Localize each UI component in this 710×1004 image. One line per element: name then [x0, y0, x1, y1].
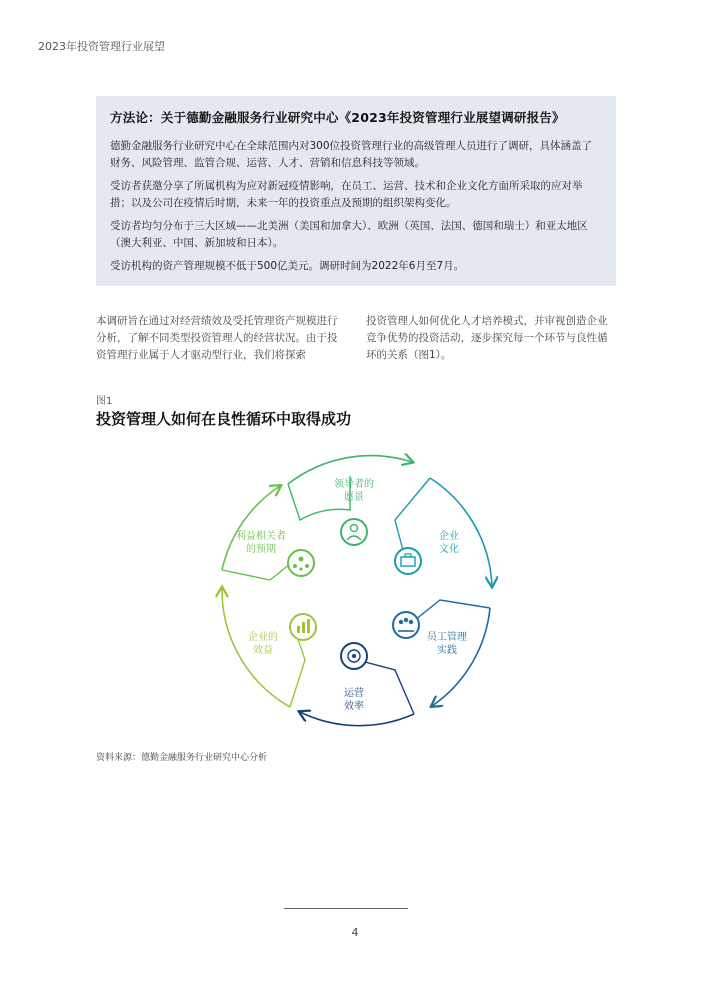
- virtuous-cycle-diagram: [200, 450, 510, 740]
- footer-divider: [284, 908, 408, 909]
- gear-cycle-icon: [341, 643, 367, 669]
- cycle-arc-people: [432, 608, 490, 706]
- segment-label-enterprise-benefits: 企业的 效益: [248, 632, 278, 656]
- methodology-paragraph: 德勤金融服务行业研究中心在全球范围内对300位投资管理行业的高级管理人员进行了调研，具体涵盖了财务、风险管理、监管合规、运营、人才、营销和信息科技等领域。: [110, 140, 593, 169]
- cycle-arc-stakeholders: [222, 486, 280, 570]
- methodology-paragraph: 受访者获邀分享了所属机构为应对新冠疫情影响，在员工、运营、技术和企业文化方面所采取的应对举措；以及公司在疫情后时期，未来一年的投资重点及预期的组织架构变化。: [110, 180, 583, 209]
- methodology-paragraph: 受访者均匀分布于三大区域——北美洲（美国和加拿大）、欧洲（英国、法国、德国和瑞士）和亚太地区（澳大利亚、中国、新加坡和日本）。: [110, 220, 588, 249]
- methodology-box: [96, 96, 616, 286]
- methodology-title: 方法论：关于德勤金融服务行业研究中心《2023年投资管理行业展望调研报告》: [110, 110, 565, 125]
- page-number: 4: [351, 926, 359, 939]
- segment-label-stakeholder-expectations: 利益相关者 的预期: [236, 531, 286, 555]
- body-text-right: 投资管理人如何优化人才培养模式，并审视创造企业竞争优势的投资活动，逐步探究每一个环节与良性循环的关系（图1）。: [366, 315, 608, 361]
- body-text-left: 本调研旨在通过对经营绩效及受托管理资产规模进行分析，了解不同类型投资管理人的经营状况。由于投资管理行业属于人才驱动型行业，我们将探索: [96, 315, 338, 361]
- figure-label: 图1: [96, 396, 113, 407]
- running-header: 2023年投资管理行业展望: [38, 40, 165, 53]
- segment-label-operational-efficiency: 运营 效率: [344, 688, 364, 712]
- person-icon: [341, 519, 367, 545]
- segment-label-culture: 企业 文化: [439, 531, 459, 555]
- figure-title: 投资管理人如何在良性循环中取得成功: [96, 410, 352, 428]
- segment-label-people-practice: 员工管理 实践: [427, 632, 467, 656]
- methodology-paragraph: 受访机构的资产管理规模不低于500亿美元。调研时间为2022年6月至7月。: [110, 260, 465, 272]
- figure-source: 资料来源：德勤金融服务行业研究中心分析: [96, 753, 268, 763]
- segment-label-vision: 领导者的 愿景: [334, 479, 374, 503]
- cycle-arc-operations: [300, 712, 414, 726]
